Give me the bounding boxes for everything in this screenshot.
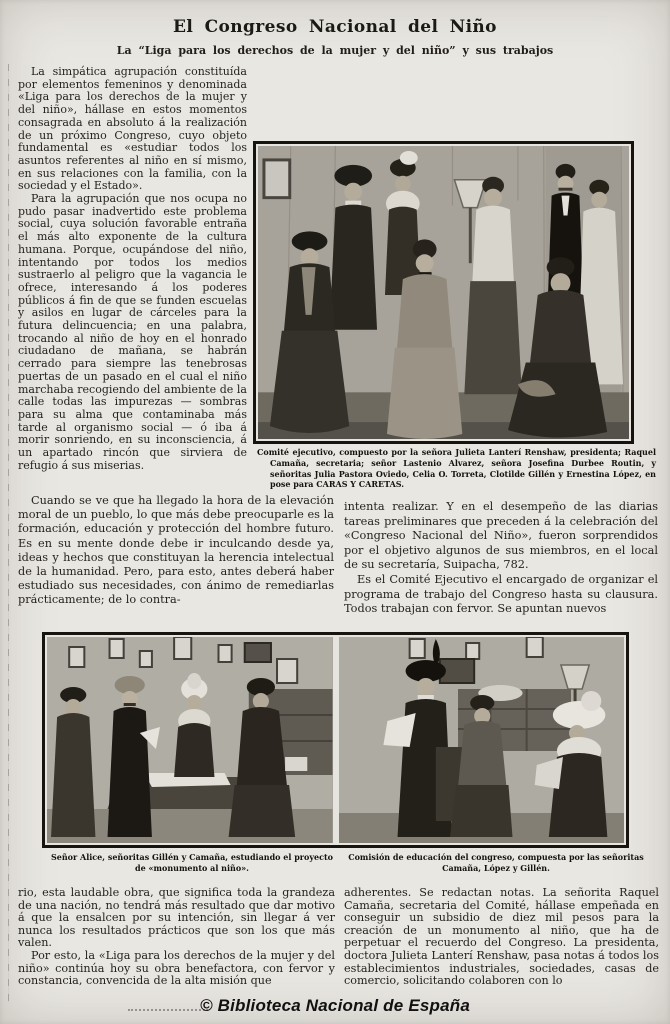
paragraph: rio, esta laudable obra, que significa toda la grandeza de una nación, no tendrá más resultado que dar motivo á que la ensalcen por su intención, sin llegar á ver nunca los resultados prácticos que son los que más valen. [18, 886, 335, 950]
paragraph: adherentes. Se redactan notas. La señorita Raquel Camaña, secretaria del Comité, hállase empeñada en conseguir un subsidio de diez mil pesos para la creación de un monumento al niño, que ha de perpetuar el recuerdo del Congreso. La presidenta, doctora Julieta Lanterí Renshaw, pasa notas á todos los establecimientos industriales, sociedades, casas de comercio, solicitando colaboren con lo [344, 886, 659, 988]
page-title: El Congreso Nacional del Niño [173, 17, 497, 37]
education-committee-photo-illustration [339, 637, 625, 843]
caption-executive-committee: Comité ejecutivo, compuesto por la señora Julieta Lanterí Renshaw, presidenta; Raquel Camaña, secretaria; señor Lastenio Alvarez, señora Josefina Durbee Routin, y señoritas Julia Pastora Oviedo, Celia O. Torreta, Clotilde Gillén y Ernestina López, en pose para CARAS Y CARETAS. [257, 447, 656, 490]
paragraph: Cuando se ve que ha llegado la hora de la elevación moral de un pueblo, lo que más debe preocuparle es la formación, educación y protección del hombre futuro. Es en su mente donde debe ir inculcando desde ya, ideas y hechos que constituyan la herencia intelectual de la humanidad. Pero, para esto, antes deberá haber estudiado sus necesidades, con ánimo de remediarlas prácticamente; de lo contra- [18, 494, 334, 607]
paragraph: intenta realizar. Y en el desempeño de las diarias tareas preliminares que preceden á la celebración del «Congreso Nacional del Niño», fueron sorprendidos por el objetivo algunos de sus miembros, en el local de su secretaría, Suipacha, 782. [344, 500, 658, 572]
column-right-bottom [344, 887, 659, 988]
caption-monument-study: Señor Alice, señoritas Gillén y Camaña, estudiando el proyecto de «monumento al niño». [51, 852, 333, 873]
column-left-bottom [18, 887, 335, 988]
photo-education-committee [339, 637, 625, 843]
photo-monument-study [47, 637, 333, 843]
executive-committee-photo-illustration [258, 146, 629, 439]
photo-strip-bottom [42, 632, 629, 848]
caption-education-committee: Comisión de educación del congreso, compuesta por las señoritas Camaña, López y Gillén. [348, 852, 644, 873]
copyright-watermark: © Biblioteca Nacional de España [199, 996, 471, 1015]
scan-fold-line [8, 64, 9, 1002]
column-right-middle [344, 500, 658, 617]
monument-study-photo-illustration [47, 637, 333, 843]
paragraph: Por esto, la «Liga para los derechos de la mujer y del niño» continúa hoy su obra benefactora, con fervor y constancia, convencida de la alta misión que [18, 948, 335, 988]
page-subtitle: La “Liga para los derechos de la mujer y del niño” y sus trabajos [116, 44, 554, 57]
column-left-middle [18, 494, 334, 608]
paragraph: Es el Comité Ejecutivo el encargado de organizar el programa de trabajo del Congreso hasta su clausura. Todos trabajan con fervor. Se apuntan nuevos [344, 572, 658, 616]
photo-executive-committee [253, 141, 634, 444]
paragraph: La simpática agrupación constituída por elementos femeninos y denominada «Liga para los derechos de la mujer y del niño», hállase en estos momentos consagrada en absoluto á la realización de un próximo Congreso, cuyo objeto fundamental es «estudiar todos los asuntos referentes al niño en sí mismo, en sus relaciones con la familia, con la sociedad y el Estado». [18, 65, 247, 193]
paragraph: Para la agrupación que nos ocupa no pudo pasar inadvertido este problema social, cuya solución favorable entraña el más alto exponente de la cultura humana. Porque, ocupándose del niño, intentando por todos los medios sustraerlo al peligro que la vagancia le ofrece, interesando á los poderes públicos á fin de que se funden escuelas y asilos en lugar de cárceles para la futura delincuencia; en una palabra, trocando al niño de hoy en el honrado ciudadano de mañana, se habrán cerrado para siempre las tenebrosas puertas de un pasado en el cual el niño marchaba recogiendo del ambiente de la calle todas las impurezas — sombras para su alma que contaminaba más tarde al organismo social — ó iba á morir sonriendo, en su inconsciencia, á un apartado rincón que sirviera de refugio á sus miserias. [18, 192, 247, 472]
column-left-top [18, 66, 247, 473]
